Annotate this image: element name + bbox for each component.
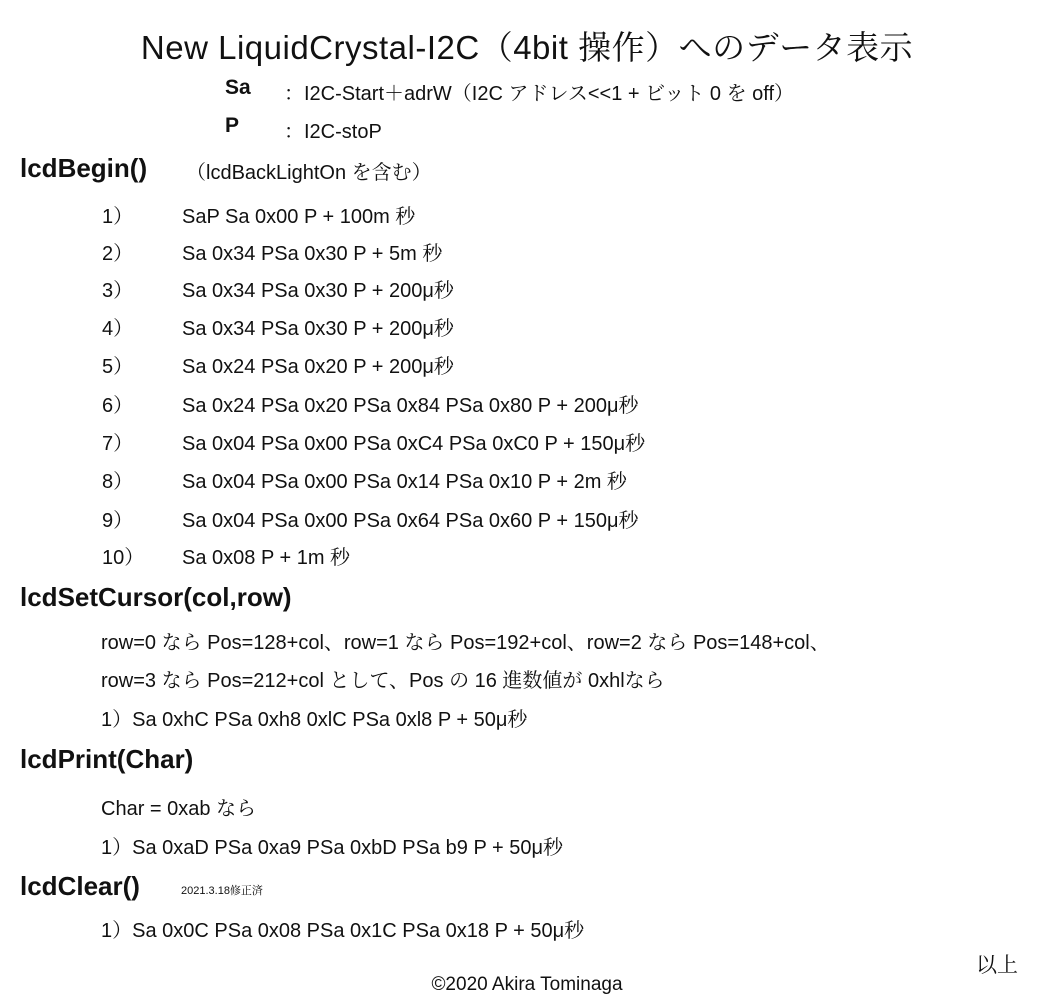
step-text: Sa 0x24 PSa 0x20 PSa 0x84 PSa 0x80 P + 200μ秒 <box>182 395 639 417</box>
definition-key-sa: Sa <box>225 76 251 99</box>
step-text: Sa 0x34 PSa 0x30 P + 200μ秒 <box>182 318 454 340</box>
section-heading-lcdbegin: lcdBegin() <box>20 153 148 183</box>
definition-text-p: ：I2C-stoP <box>284 121 382 143</box>
step-number: 2） <box>102 243 134 265</box>
step-text: Sa 0x24 PSa 0x20 P + 200μ秒 <box>182 356 454 378</box>
step-number: 10） <box>102 547 145 569</box>
paragraph-line: 1）Sa 0xhC PSa 0xh8 0xlC PSa 0xl8 P + 50μ秒 <box>101 709 528 731</box>
step-text: Sa 0x08 P + 1m 秒 <box>182 547 351 569</box>
section-heading-lcdprint: lcdPrint(Char) <box>20 744 194 774</box>
step-text: Sa 0x04 PSa 0x00 PSa 0x64 PSa 0x60 P + 150μ秒 <box>182 510 639 532</box>
section-note-lcdbegin: （lcdBackLightOn を含む） <box>186 162 432 184</box>
definition-key-p: P <box>225 114 240 137</box>
page-title: New LiquidCrystal-I2C（4bit 操作）へのデータ表示 <box>140 29 914 66</box>
step-number: 1） <box>102 206 134 228</box>
revision-note: 2021.3.18修正済 <box>181 885 263 897</box>
step-number: 5） <box>102 356 134 378</box>
paragraph-line: 1）Sa 0x0C PSa 0x08 PSa 0x1C PSa 0x18 P + 50μ秒 <box>101 920 585 942</box>
section-heading-lcdsetcursor: lcdSetCursor(col,row) <box>20 582 292 612</box>
section-heading-lcdclear: lcdClear() <box>20 871 140 901</box>
paragraph-line: row=3 なら Pos=212+col として、Pos の 16 進数値が 0xhlなら <box>101 670 665 692</box>
step-number: 9） <box>102 510 134 532</box>
step-text: Sa 0x04 PSa 0x00 PSa 0x14 PSa 0x10 P + 2m 秒 <box>182 471 627 493</box>
step-number: 6） <box>102 395 134 417</box>
end-mark: 以上 <box>976 954 1018 977</box>
step-text: Sa 0x34 PSa 0x30 P + 5m 秒 <box>182 243 443 265</box>
step-text: Sa 0x04 PSa 0x00 PSa 0xC4 PSa 0xC0 P + 150μ秒 <box>182 433 646 455</box>
definition-text-sa: ：I2C-Start＋adrW（I2C アドレス<<1 + ビット 0 を off） <box>284 83 795 105</box>
step-number: 4） <box>102 318 134 340</box>
step-number: 3） <box>102 280 134 302</box>
step-text: Sa 0x34 PSa 0x30 P + 200μ秒 <box>182 280 454 302</box>
paragraph-line: 1）Sa 0xaD PSa 0xa9 PSa 0xbD PSa b9 P + 50μ秒 <box>101 837 563 859</box>
step-number: 8） <box>102 471 134 493</box>
step-text: SaP Sa 0x00 P + 100m 秒 <box>182 206 416 228</box>
paragraph-line: Char = 0xab なら <box>101 798 257 820</box>
step-number: 7） <box>102 433 134 455</box>
copyright: ©2020 Akira Tominaga <box>431 974 623 995</box>
paragraph-line: row=0 なら Pos=128+col、row=1 なら Pos=192+col、row=2 なら Pos=148+col、 <box>101 632 830 654</box>
